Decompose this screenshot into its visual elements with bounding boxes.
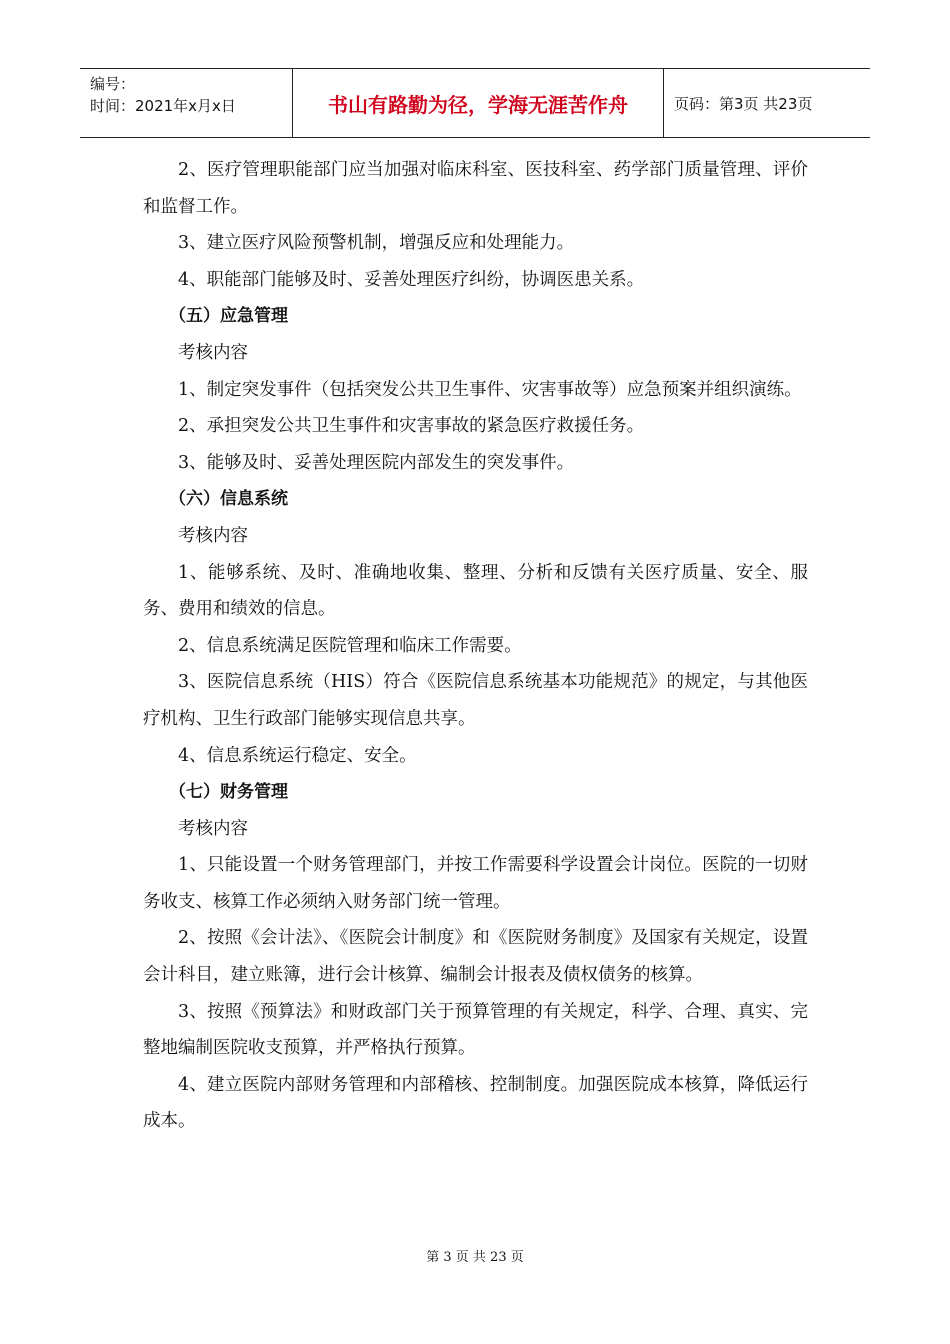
serial-label: 编号：: [90, 75, 136, 93]
page-label: 页码：第3页 共23页: [674, 94, 813, 113]
document-body: [143, 152, 808, 1140]
body-paragraph: 4、建立医院内部财务管理和内部稽核、控制制度。加强医院成本核算，降低运行成本。: [143, 1074, 808, 1132]
motto-text: 书山有路勤为径，学海无涯苦作舟: [328, 92, 628, 117]
header-motto: [292, 69, 664, 137]
body-paragraph: 1、只能设置一个财务管理部门，并按工作需要科学设置会计岗位。医院的一切财务收支、核算工作必须纳入财务部门统一管理。: [143, 855, 808, 912]
body-paragraph: 3、医院信息系统（HIS）符合《医院信息系统基本功能规范》的规定，与其他医疗机构、卫生行政部门能够实现信息共享。: [143, 672, 808, 729]
body-paragraph: 2、按照《会计法》、《医院会计制度》和《医院财务制度》及国家有关规定，设置会计科目，建立账簿，进行会计核算、编制会计报表及债权债务的核算。: [143, 928, 808, 986]
body-paragraph: 考核内容: [178, 525, 248, 546]
body-paragraph: 考核内容: [178, 818, 248, 839]
body-paragraph: 3、建立医疗风险预警机制，增强反应和处理能力。: [178, 233, 575, 254]
header-meta: [80, 69, 292, 137]
section-heading: （五）应急管理: [169, 306, 288, 327]
body-paragraph: 3、能够及时、妥善处理医院内部发生的突发事件。: [178, 452, 575, 473]
page-footer: [0, 1246, 950, 1265]
body-paragraph: 3、按照《预算法》和财政部门关于预算管理的有关规定，科学、合理、真实、完整地编制医院收支预算，并严格执行预算。: [143, 1001, 808, 1059]
footer-page-number: 第 3 页 共 23 页: [426, 1250, 524, 1265]
body-paragraph: 2、医疗管理职能部门应当加强对临床科室、医技科室、药学部门质量管理、评价和监督工作。: [143, 160, 808, 217]
body-paragraph: 2、承担突发公共卫生事件和灾害事故的紧急医疗救援任务。: [178, 416, 645, 437]
date-label: 时间：2021年x月x日: [90, 97, 236, 115]
body-paragraph: 考核内容: [178, 342, 248, 363]
section-heading: （六）信息系统: [169, 489, 288, 510]
section-heading: （七）财务管理: [169, 782, 288, 803]
body-paragraph: 1、制定突发事件（包括突发公共卫生事件、灾害事故等）应急预案并组织演练。: [178, 379, 802, 400]
header-page-info: [664, 69, 870, 137]
body-paragraph: 4、职能部门能够及时、妥善处理医疗纠纷，协调医患关系。: [178, 269, 645, 290]
body-paragraph: 1、能够系统、及时、准确地收集、整理、分析和反馈有关医疗质量、安全、服务、费用和绩效的信息。: [143, 562, 808, 620]
body-paragraph: 2、信息系统满足医院管理和临床工作需要。: [178, 635, 522, 656]
body-paragraph: 4、信息系统运行稳定、安全。: [178, 745, 417, 766]
page-header: [80, 68, 870, 138]
